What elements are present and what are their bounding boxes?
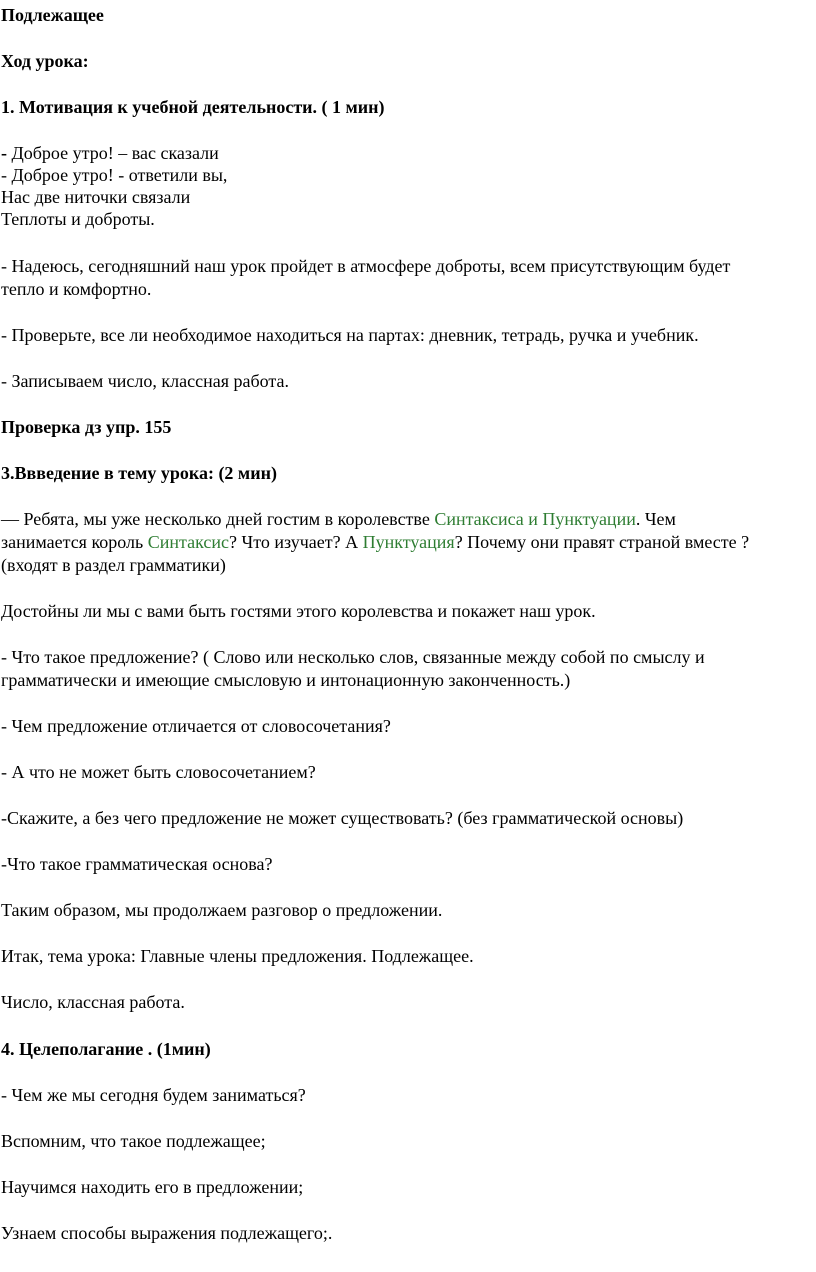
kingdom-name-highlight: Синтаксиса и Пунктуации: [434, 509, 636, 529]
question-today: - Чем же мы сегодня будем заниматься?: [1, 1085, 306, 1105]
poem-line-3: Нас две ниточки связали: [1, 187, 191, 207]
lesson-heading: Ход урока:: [1, 51, 89, 71]
section1-heading: 1. Мотивация к учебной деятельности. ( 1 мин): [1, 97, 385, 117]
intro-line-1-text-b: . Чем: [635, 509, 676, 529]
worthy-paragraph: Достойны ли мы с вами быть гостями этого королевства и покажет наш урок.: [1, 601, 596, 621]
intro-line-2-text-b: ? Что изучает? А: [229, 532, 363, 552]
intro-line-1: [1, 508, 676, 530]
write-date-paragraph: - Записываем число, классная работа.: [1, 371, 289, 391]
question-grammar-basis: -Что такое грамматическая основа?: [1, 854, 273, 874]
question-sentence-line-1: - Что такое предложение? ( Слово или несколько слов, связанные между собой по смыслу и: [1, 647, 705, 667]
question-without: -Скажите, а без чего предложение не может существовать? (без грамматической основы): [1, 808, 684, 828]
check-desk-paragraph: - Проверьте, все ли необходимое находиться на партах: дневник, тетрадь, ручка и учебник.: [1, 325, 699, 345]
poem-dash: -: [1, 143, 7, 163]
syntax-highlight: Синтаксис: [147, 532, 230, 552]
intro-line-2-text-c: ? Почему они правят страной вместе ?: [454, 532, 750, 552]
document-title: Подлежащее: [1, 5, 104, 25]
intro-line-3: (входят в раздел грамматики): [1, 555, 226, 575]
goal-3: Узнаем способы выражения подлежащего;.: [1, 1223, 333, 1243]
question-not-phrase: - А что не может быть словосочетанием?: [1, 762, 316, 782]
continue-paragraph: Таким образом, мы продолжаем разговор о предложении.: [1, 900, 443, 920]
poem-line-2: - Доброе утро! - ответили вы,: [1, 165, 228, 185]
intro-line-2: [1, 531, 749, 553]
homework-check-heading: Проверка дз упр. 155: [1, 417, 172, 437]
section3-heading: 3.Ввведение в тему урока: (2 мин): [1, 463, 277, 483]
intro-line-1-text-a: — Ребята, мы уже несколько дней гостим в королевстве: [1, 509, 435, 529]
goal-2: Научимся находить его в предложении;: [1, 1177, 304, 1197]
question-sentence-line-2: грамматически и имеющие смысловую и интонационную законченность.): [1, 670, 571, 690]
lesson-topic: Итак, тема урока: Главные члены предложения. Подлежащее.: [1, 946, 474, 966]
poem-line-4: Теплоты и доброты.: [1, 209, 155, 229]
punctuation-highlight: Пунктуация: [362, 532, 455, 552]
poem-line-1-text: Доброе утро! – вас сказали: [7, 143, 219, 163]
hope-line-2: тепло и комфортно.: [1, 279, 152, 299]
date-paragraph: Число, классная работа.: [1, 992, 185, 1012]
poem-line-1: [1, 142, 219, 164]
goal-1: Вспомним, что такое подлежащее;: [1, 1131, 266, 1151]
question-difference: - Чем предложение отличается от словосочетания?: [1, 716, 391, 736]
intro-line-2-text-a: занимается король: [1, 532, 148, 552]
hope-line-1: - Надеюсь, сегодняшний наш урок пройдет в атмосфере доброты, всем присутствующим будет: [1, 256, 731, 276]
section4-heading: 4. Целеполагание . (1мин): [1, 1039, 211, 1059]
